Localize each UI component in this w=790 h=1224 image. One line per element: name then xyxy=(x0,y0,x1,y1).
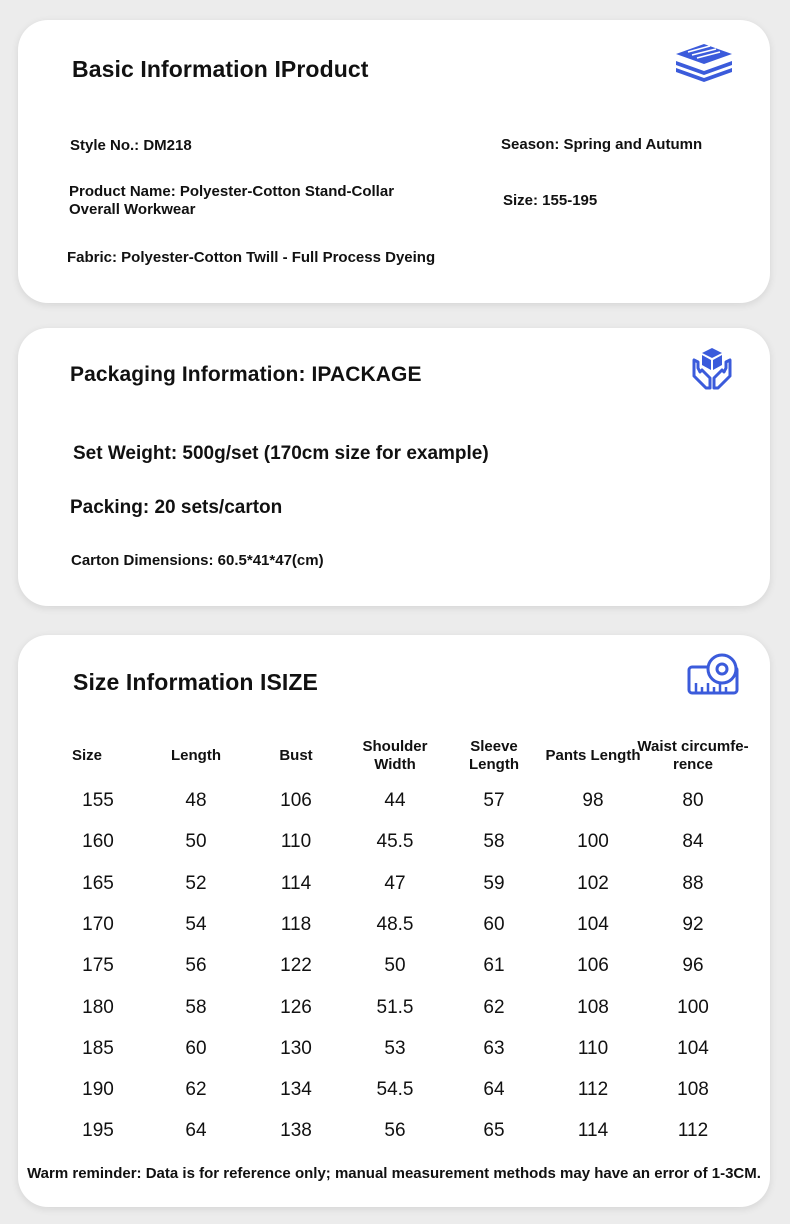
table-cell: 64 xyxy=(185,1120,207,1142)
table-cell: 114 xyxy=(577,1120,609,1142)
table-cell: 58 xyxy=(483,831,505,853)
table-cell: 45.5 xyxy=(376,831,414,853)
table-cell: 47 xyxy=(384,872,406,894)
table-cell: 57 xyxy=(483,790,505,811)
carton-dimensions: Carton Dimensions: 60.5*41*47(cm) xyxy=(71,552,324,569)
basic-info-card xyxy=(18,20,770,303)
table-header xyxy=(256,747,336,765)
table-header-line: Shoulder xyxy=(362,738,428,755)
table-header-line: Bust xyxy=(279,747,313,764)
table-cell: 98 xyxy=(582,790,604,811)
table-cell: 170 xyxy=(82,913,114,935)
hands-box-icon xyxy=(690,346,734,395)
table-cell: 84 xyxy=(682,831,704,853)
table-cell: 48.5 xyxy=(376,913,414,935)
table-cell: 80 xyxy=(682,790,704,811)
table-cell: 114 xyxy=(280,872,312,894)
table-header-line: Size xyxy=(72,747,103,764)
table-header xyxy=(72,747,142,765)
product-name: Product Name: Polyester-Cotton Stand-Collar Overall Workwear xyxy=(69,183,395,218)
table-cell: 58 xyxy=(185,996,207,1018)
table-header-line: Length xyxy=(469,756,519,773)
table-header-line: Sleeve xyxy=(470,738,518,755)
table-header xyxy=(350,738,440,774)
table-cell: 61 xyxy=(483,955,505,977)
packaging-info-card xyxy=(18,328,770,606)
table-cell: 112 xyxy=(677,1120,709,1142)
warm-reminder: Warm reminder: Data is for reference only; manual measurement methods may have an error of 1-3CM. xyxy=(27,1165,761,1182)
table-cell: 104 xyxy=(577,913,609,935)
table-cell: 195 xyxy=(82,1120,114,1142)
table-header-line: rence xyxy=(672,756,714,773)
table-cell: 59 xyxy=(483,872,505,894)
table-cell: 134 xyxy=(280,1079,312,1101)
table-cell: 112 xyxy=(577,1079,609,1101)
table-cell: 106 xyxy=(280,790,312,811)
table-cell: 65 xyxy=(483,1120,505,1142)
table-header-line: Waist circumfe- xyxy=(637,738,749,755)
table-cell: 56 xyxy=(384,1120,406,1142)
table-cell: 63 xyxy=(483,1037,505,1059)
table-cell: 56 xyxy=(185,955,207,977)
size-info-card xyxy=(18,635,770,1207)
table-cell: 96 xyxy=(682,955,704,977)
packaging-info-title: Packaging Information: IPACKAGE xyxy=(70,363,422,386)
table-cell: 126 xyxy=(280,996,312,1018)
table-cell: 106 xyxy=(577,955,609,977)
table-cell: 180 xyxy=(82,996,114,1018)
packing: Packing: 20 sets/carton xyxy=(70,497,283,518)
table-cell: 60 xyxy=(483,913,505,935)
table-cell: 102 xyxy=(577,872,609,894)
table-cell: 54.5 xyxy=(376,1079,414,1101)
table-cell: 118 xyxy=(280,913,312,935)
size-range: Size: 155-195 xyxy=(503,192,598,209)
table-cell: 50 xyxy=(185,831,207,853)
table-cell: 60 xyxy=(185,1037,207,1059)
season: Season: Spring and Autumn xyxy=(501,136,703,153)
table-cell: 53 xyxy=(384,1037,406,1059)
size-info-title: Size Information ISIZE xyxy=(73,669,319,695)
table-cell: 100 xyxy=(677,996,709,1018)
table-cell: 88 xyxy=(682,872,704,894)
table-cell: 185 xyxy=(82,1037,114,1059)
table-cell: 110 xyxy=(280,831,312,853)
table-header xyxy=(623,738,763,774)
table-cell: 64 xyxy=(483,1079,505,1101)
table-cell: 62 xyxy=(185,1079,207,1101)
table-cell: 100 xyxy=(577,831,609,853)
fabric: Fabric: Polyester-Cotton Twill - Full Process Dyeing xyxy=(67,249,436,266)
set-weight: Set Weight: 500g/set (170cm size for example) xyxy=(73,443,489,464)
table-cell: 104 xyxy=(677,1037,709,1059)
table-cell: 92 xyxy=(682,913,704,935)
table-header-line: Length xyxy=(171,747,221,764)
table-cell: 44 xyxy=(384,790,406,811)
table-cell: 190 xyxy=(82,1079,114,1101)
basic-info-title: Basic Information IProduct xyxy=(72,56,369,82)
table-cell: 108 xyxy=(577,996,609,1018)
table-header-line: Pants Length xyxy=(545,747,641,764)
table-cell: 130 xyxy=(280,1037,312,1059)
table-cell: 122 xyxy=(280,955,312,977)
measuring-tape-icon xyxy=(686,653,740,700)
table-cell: 108 xyxy=(677,1079,709,1101)
style-number: Style No.: DM218 xyxy=(70,137,192,154)
table-header xyxy=(449,738,539,774)
table-cell: 165 xyxy=(82,872,114,894)
table-cell: 155 xyxy=(82,790,114,811)
layers-document-icon xyxy=(672,42,736,91)
table-cell: 48 xyxy=(185,790,207,811)
table-cell: 51.5 xyxy=(376,996,414,1018)
table-cell: 138 xyxy=(280,1120,312,1142)
table-cell: 50 xyxy=(384,955,406,977)
table-header xyxy=(151,747,241,765)
table-cell: 62 xyxy=(483,996,505,1018)
table-cell: 54 xyxy=(185,913,207,935)
table-cell: 175 xyxy=(82,955,114,977)
table-header-line: Width xyxy=(374,756,416,773)
table-cell: 110 xyxy=(577,1037,609,1059)
table-cell: 52 xyxy=(185,872,207,894)
table-cell: 160 xyxy=(82,831,114,853)
